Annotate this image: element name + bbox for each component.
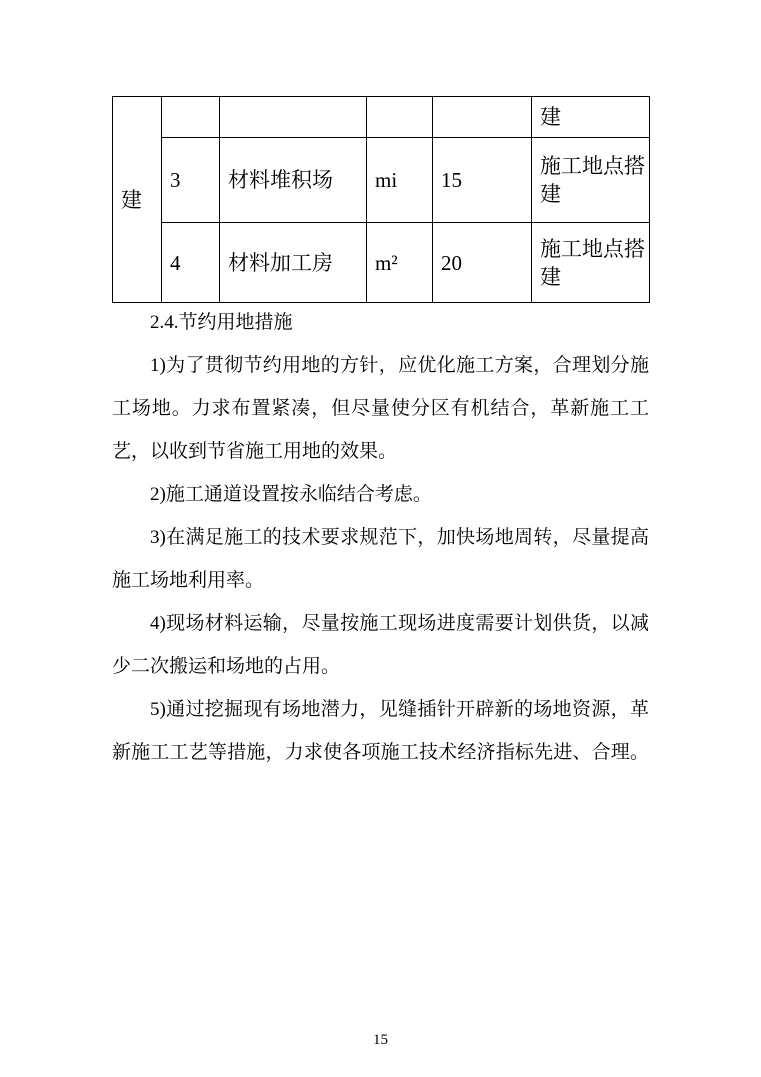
body-text bbox=[112, 301, 649, 774]
table-cell-name: 材料堆积场 bbox=[220, 138, 367, 223]
table-cell-remark: 施工地点搭建 bbox=[532, 223, 650, 303]
table-cell-qty: 20 bbox=[433, 223, 532, 303]
table-row bbox=[113, 223, 650, 303]
paragraph-line: 工场地。力求布置紧凑，但尽量使分区有机结合，革新施工工 bbox=[112, 398, 649, 419]
table-cell-name bbox=[220, 97, 367, 138]
table-cell-unit bbox=[367, 97, 433, 138]
table-cell-num: 4 bbox=[162, 223, 220, 303]
table-cell-qty bbox=[433, 97, 532, 138]
paragraph-line: 新施工工艺等措施，力求使各项施工技术经济指标先进、合理。 bbox=[112, 742, 649, 763]
table-cell-num: 3 bbox=[162, 138, 220, 223]
paragraph-line: 艺，以收到节省施工用地的效果。 bbox=[112, 441, 398, 462]
table-cell-name: 材料加工房 bbox=[220, 223, 367, 303]
table-cell-col1: 建 bbox=[113, 97, 162, 303]
table-row bbox=[113, 97, 650, 138]
table-row bbox=[113, 138, 650, 223]
paragraph-line: 4)现场材料运输，尽量按施工现场进度需要计划供货，以减 bbox=[150, 613, 649, 634]
table-cell-qty: 15 bbox=[433, 138, 532, 223]
site-facilities-table bbox=[112, 96, 650, 303]
page-number: 15 bbox=[373, 1032, 388, 1048]
paragraph-line: 2)施工通道设置按永临结合考虑。 bbox=[150, 484, 432, 505]
paragraph-line: 1)为了贯彻节约用地的方针，应优化施工方案，合理划分施 bbox=[150, 355, 649, 376]
table-cell-unit: m² bbox=[367, 223, 433, 303]
table-cell-unit: mi bbox=[367, 138, 433, 223]
paragraph-line: 5)通过挖掘现有场地潜力，见缝插针开辟新的场地资源，革 bbox=[150, 699, 649, 720]
paragraph-line: 少二次搬运和场地的占用。 bbox=[112, 656, 341, 677]
table-cell-remark: 施工地点搭建 bbox=[532, 138, 650, 223]
section-heading: 2.4.节约用地措施 bbox=[150, 312, 293, 333]
paragraph-line: 3)在满足施工的技术要求规范下，加快场地周转，尽量提高 bbox=[150, 527, 649, 548]
table-cell-remark: 建 bbox=[532, 97, 650, 138]
paragraph-line: 施工场地利用率。 bbox=[112, 570, 265, 591]
table-cell-num bbox=[162, 97, 220, 138]
